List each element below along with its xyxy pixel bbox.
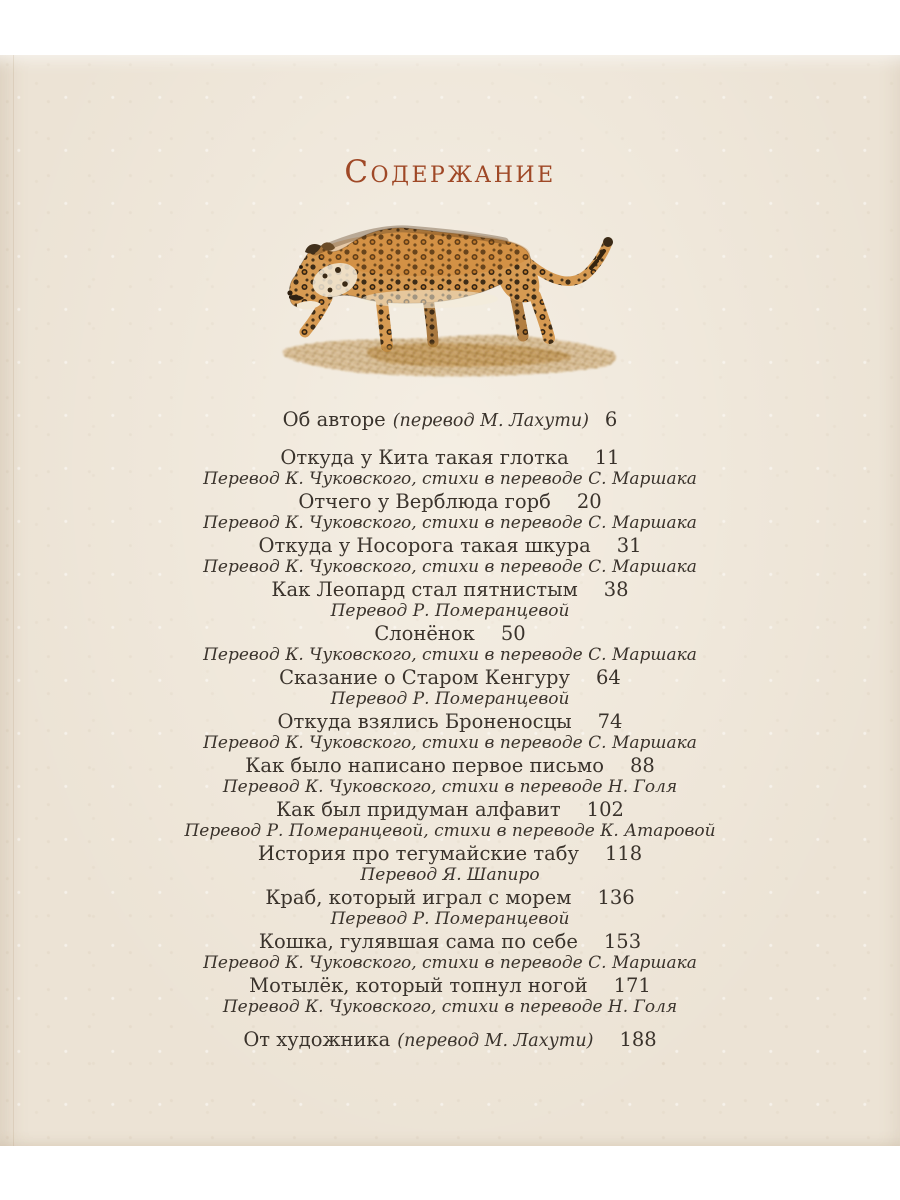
toc-entry bbox=[0, 621, 900, 665]
toc-entry bbox=[0, 533, 900, 577]
toc-entry-translator: Перевод Р. Померанцевой bbox=[330, 601, 570, 621]
toc-entry-page-number: 6 bbox=[604, 408, 618, 431]
toc-entry-page-number: 74 bbox=[597, 710, 623, 733]
toc-entry-page-number: 38 bbox=[603, 578, 629, 601]
page-edge-line bbox=[13, 55, 14, 1146]
toc-entry-translator: Перевод Р. Померанцевой, стихи в переводе К. Атаровой bbox=[184, 821, 716, 841]
toc-entry-title: История про тегумайские табу bbox=[257, 842, 579, 865]
toc-entry bbox=[0, 489, 900, 533]
toc-entry-page-number: 20 bbox=[576, 490, 602, 513]
toc-entry bbox=[0, 753, 900, 797]
toc-entry-title: Мотылёк, который топнул ногой bbox=[249, 974, 588, 997]
book-page bbox=[0, 55, 900, 1146]
leopard-tail bbox=[525, 237, 613, 281]
toc-entry-title: От художника bbox=[243, 1028, 391, 1051]
toc-entry-title: Как Леопард стал пятнистым bbox=[271, 578, 578, 601]
toc-entry-page-number: 50 bbox=[500, 622, 526, 645]
toc-entry-title: Краб, который играл с морем bbox=[265, 886, 572, 909]
toc-entry bbox=[0, 841, 900, 885]
toc-entry-translator: Перевод Р. Померанцевой bbox=[330, 689, 570, 709]
toc-entry-translator: Перевод К. Чуковского, стихи в переводе С. Маршака bbox=[203, 953, 697, 973]
toc-list bbox=[0, 407, 900, 1054]
toc-entry bbox=[0, 885, 900, 929]
toc-entry-title: Об авторе bbox=[282, 408, 386, 431]
toc-entry bbox=[0, 407, 900, 434]
toc-entry-note: (перевод М. Лахути) bbox=[397, 1031, 594, 1051]
toc-entry-translator: Перевод К. Чуковского, стихи в переводе С. Маршака bbox=[203, 733, 697, 753]
toc-entry-page-number: 188 bbox=[619, 1028, 657, 1051]
toc-entry-title: Отчего у Верблюда горб bbox=[298, 490, 551, 513]
toc-entry-note: (перевод М. Лахути) bbox=[392, 411, 589, 431]
toc-entry-title: Кошка, гулявшая сама по себе bbox=[258, 930, 578, 953]
toc-entry bbox=[0, 665, 900, 709]
toc-entry-title: Откуда у Носорога такая шкура bbox=[258, 534, 591, 557]
toc-entry bbox=[0, 1027, 900, 1054]
toc-entry-translator: Перевод К. Чуковского, стихи в переводе С. Маршака bbox=[203, 513, 697, 533]
toc-entry-title: Откуда взялись Броненосцы bbox=[277, 710, 572, 733]
toc-entry-title: Откуда у Кита такая глотка bbox=[280, 446, 569, 469]
toc-entry-translator: Перевод К. Чуковского, стихи в переводе С. Маршака bbox=[203, 645, 697, 665]
page-title: Содержание bbox=[344, 154, 556, 190]
toc-entry-translator: Перевод К. Чуковского, стихи в переводе Н. Голя bbox=[222, 997, 678, 1017]
toc-entry-page-number: 11 bbox=[594, 446, 620, 469]
toc-entry-page-number: 102 bbox=[586, 798, 624, 821]
toc-entry-translator: Перевод К. Чуковского, стихи в переводе С. Маршака bbox=[203, 469, 697, 489]
toc-entry-translator: Перевод К. Чуковского, стихи в переводе Н. Голя bbox=[222, 777, 678, 797]
toc-entry-title: Сказание о Старом Кенгуру bbox=[279, 666, 571, 689]
toc-entry bbox=[0, 709, 900, 753]
toc-entry-page-number: 153 bbox=[603, 930, 642, 953]
toc-entry bbox=[0, 445, 900, 489]
toc-entry-title: Как был придуман алфавит bbox=[276, 798, 561, 821]
toc-entry-page-number: 136 bbox=[597, 886, 635, 909]
toc-entry bbox=[0, 577, 900, 621]
toc-entry-translator: Перевод Я. Шапиро bbox=[360, 865, 540, 885]
toc-entry-page-number: 31 bbox=[616, 534, 642, 557]
toc-entry bbox=[0, 797, 900, 841]
toc-entry-title: Слонёнок bbox=[374, 622, 475, 645]
toc-entry-translator: Перевод Р. Померанцевой bbox=[330, 909, 570, 929]
toc-entry-translator: Перевод К. Чуковского, стихи в переводе С. Маршака bbox=[203, 557, 697, 577]
toc-entry-page-number: 88 bbox=[629, 754, 655, 777]
toc-entry-title: Как было написано первое письмо bbox=[245, 754, 604, 777]
toc-entry-page-number: 171 bbox=[613, 974, 651, 997]
toc-entry bbox=[0, 929, 900, 973]
toc-entry bbox=[0, 973, 900, 1017]
toc-entry-page-number: 64 bbox=[596, 666, 621, 689]
leopard-illustration bbox=[275, 218, 625, 380]
toc-entry-page-number: 118 bbox=[604, 842, 643, 865]
